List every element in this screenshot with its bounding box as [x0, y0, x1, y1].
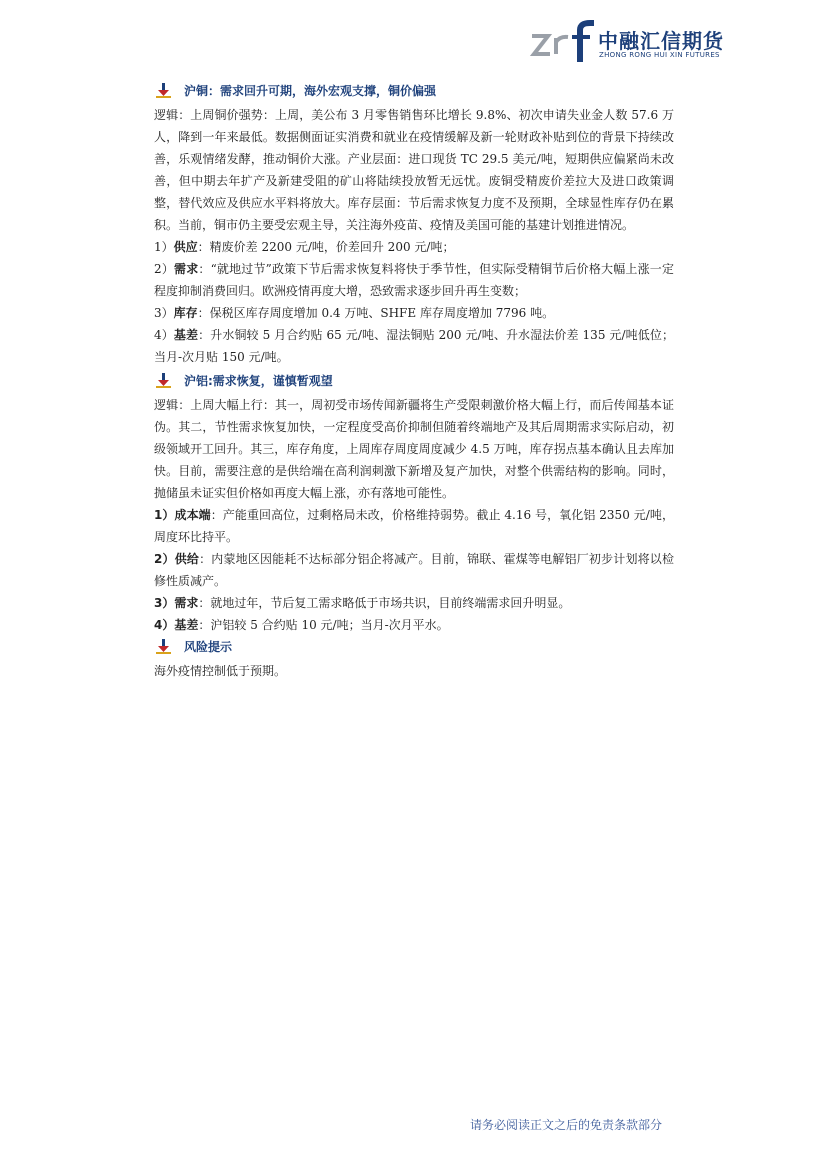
- aluminum-item: 3）需求：就地过年，节后复工需求略低于市场共识，目前终端需求回升明显。: [154, 596, 571, 610]
- bullet-arrow-icon: [154, 82, 174, 98]
- zrf-logo-icon: [528, 20, 600, 62]
- aluminum-logic-paragraph: 逻辑：上周大幅上行：其一，周初受市场传闻新疆将生产受限刺激价格大幅上行，而后传闻基本证伪。其二，节性需求恢复加快，一定程度受高价抑制但随着终端地产及其后周期需求实际启动，初级领域开工回升。其三，库存角度，上周库存周度周度减少 4.5 万吨，库存拐点基本确认且去库加快。目前，需要注意的是供给端在高利润刺激下新增及复产加快，对整个供需结构的影响。同时，抛储虽未证实但价格如再度大幅上涨，亦有落地可能性。: [154, 398, 674, 500]
- footer-disclaimer: 请务必阅读正文之后的免责条款部分: [470, 1118, 663, 1132]
- copper-section-heading: [154, 80, 674, 100]
- company-logo: [528, 20, 728, 64]
- risk-section-title: 风险提示: [184, 639, 233, 654]
- logo-english-name: ZHONG RONG HUI XIN FUTURES: [599, 51, 720, 59]
- copper-item: 2）需求：“就地过节”政策下节后需求恢复料将快于季节性，但实际受精铜节后价格大幅上涨一定程度抑制消费回归。欧洲疫情再度大增，恐致需求逐步回升再生变数；: [154, 262, 674, 298]
- copper-item: 3）库存：保税区库存周度增加 0.4 万吨、SHFE 库存周度增加 7796 吨。: [154, 306, 555, 320]
- copper-logic-paragraph: 逻辑：上周铜价强势：上周，美公布 3 月零售销售环比增长 9.8%、初次申请失业金人数 57.6 万人，降到一年来最低。数据侧面证实消费和就业在疫情缓解及新一轮财政补贴到位的背景下持续改善，乐观情绪发酵，推动铜价大涨。产业层面：进口现货 TC 29.5 美元/吨，短期供应偏紧尚未改善，但中期去年扩产及新建受阻的矿山将陆续投放暂无远忧。废铜受精废价差拉大及进口政策调整，替代效应及供应水平料将放大。库存层面：节后需求恢复力度不及预期，全球显性库存仍在累积。当前，铜市仍主要受宏观主导，关注海外疫苗、疫情及美国可能的基建计划推进情况。: [154, 108, 674, 232]
- aluminum-section-title: 沪铝:需求恢复，谨慎暂观望: [184, 373, 333, 388]
- risk-paragraph: 海外疫情控制低于预期。: [154, 664, 287, 678]
- bullet-arrow-icon: [154, 638, 174, 654]
- copper-item: 1）供应：精废价差 2200 元/吨，价差回升 200 元/吨；: [154, 240, 455, 254]
- risk-section-heading: [154, 636, 674, 656]
- aluminum-item: 2）供给：内蒙地区因能耗不达标部分铝企将减产。目前，锦联、霍煤等电解铝厂初步计划将以检修性质减产。: [154, 552, 674, 588]
- copper-item: 4）基差：升水铜较 5 月合约贴 65 元/吨、湿法铜贴 200 元/吨、升水湿法价差 135 元/吨低位；当月-次月贴 150 元/吨。: [154, 328, 674, 364]
- copper-section-title: 沪铜：需求回升可期，海外宏观支撑，铜价偏强: [184, 83, 437, 98]
- report-body: [154, 80, 674, 682]
- aluminum-section-heading: [154, 370, 674, 390]
- bullet-arrow-icon: [154, 372, 174, 388]
- logo-chinese-name: 中融汇信期货: [598, 29, 724, 53]
- aluminum-item: 4）基差：沪铝较 5 合约贴 10 元/吨；当月-次月平水。: [154, 618, 449, 632]
- aluminum-item: 1）成本端：产能重回高位，过剩格局未改，价格维持弱势。截止 4.16 号，氧化铝 2350 元/吨，周度环比持平。: [154, 508, 674, 544]
